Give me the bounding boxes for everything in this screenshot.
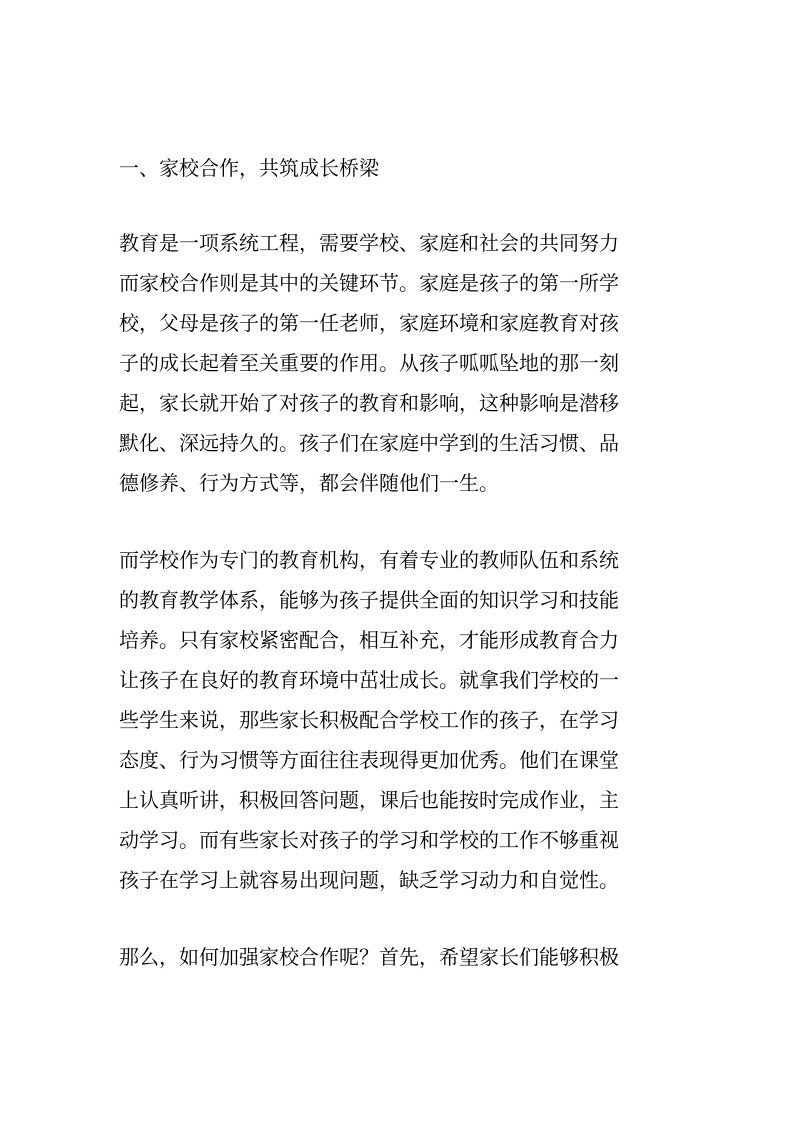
paragraph-line: 上认真听讲，积极回答问题，课后也能按时完成作业，主 bbox=[119, 788, 619, 812]
paragraph-line: 而学校作为专门的教育机构，有着专业的教师队伍和系统 bbox=[119, 548, 619, 572]
paragraph-line: 些学生来说，那些家长积极配合学校工作的孩子，在学习 bbox=[119, 708, 619, 732]
paragraph-line: 默化、深远持久的。孩子们在家庭中学到的生活习惯、品 bbox=[119, 431, 619, 455]
paragraph-line: 孩子在学习上就容易出现问题，缺乏学习动力和自觉性。 bbox=[119, 868, 619, 892]
paragraph-line: 态度、行为习惯等方面往往表现得更加优秀。他们在课堂 bbox=[119, 748, 619, 772]
paragraph-line: 校，父母是孩子的第一任老师，家庭环境和家庭教育对孩 bbox=[119, 311, 619, 335]
paragraph-2 bbox=[119, 540, 679, 900]
paragraph-line: 让孩子在良好的教育环境中茁壮成长。就拿我们学校的一 bbox=[119, 668, 619, 692]
paragraph-line: 教育是一项系统工程，需要学校、家庭和社会的共同努力 bbox=[119, 231, 619, 255]
paragraph-line: 德修养、行为方式等，都会伴随他们一生。 bbox=[119, 471, 499, 495]
paragraph-line: 的教育教学体系，能够为孩子提供全面的知识学习和技能 bbox=[119, 588, 619, 612]
document-page bbox=[119, 150, 679, 1014]
paragraph-line: 而家校合作则是其中的关键环节。家庭是孩子的第一所学 bbox=[119, 271, 619, 295]
paragraph-line: 培养。只有家校紧密配合，相互补充，才能形成教育合力 bbox=[119, 628, 619, 652]
paragraph-line: 那么，如何加强家校合作呢？首先，希望家长们能够积极 bbox=[119, 945, 619, 969]
paragraph-3 bbox=[119, 937, 679, 977]
paragraph-line: 动学习。而有些家长对孩子的学习和学校的工作不够重视 bbox=[119, 828, 619, 852]
paragraph-1 bbox=[119, 223, 679, 503]
paragraph-line: 子的成长起着至关重要的作用。从孩子呱呱坠地的那一刻 bbox=[119, 351, 619, 375]
section-heading: 一、家校合作，共筑成长桥梁 bbox=[119, 156, 379, 180]
paragraph-line: 起，家长就开始了对孩子的教育和影响，这种影响是潜移 bbox=[119, 391, 619, 415]
